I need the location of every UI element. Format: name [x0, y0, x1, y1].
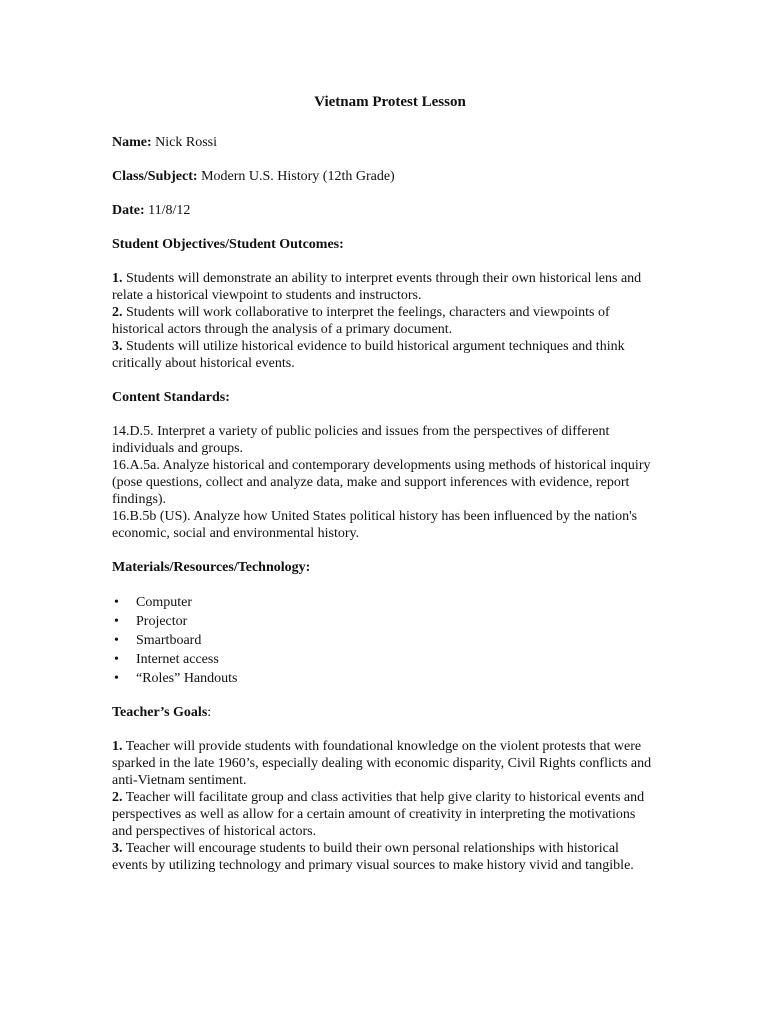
objective-item: [112, 338, 652, 372]
goals-list: [112, 738, 652, 874]
material-text: “Roles” Handouts: [136, 671, 238, 686]
list-item: [112, 650, 652, 669]
bullet-icon: •: [114, 595, 119, 610]
objective-text: Students will demonstrate an ability to interpret events through their own historical lens and relate a historical viewpoint to students and instructors.: [112, 271, 642, 303]
objectives-list: [112, 270, 652, 372]
date-field: [112, 202, 652, 219]
bullet-icon: •: [114, 671, 119, 686]
standard-item: 14.D.5. Interpret a variety of public policies and issues from the perspectives of different individuals and groups.: [112, 424, 610, 456]
standards-list: [112, 423, 652, 542]
bullet-icon: •: [114, 614, 119, 629]
date-value: 11/8/12: [148, 203, 191, 218]
standards-heading: Content Standards:: [112, 390, 230, 405]
goal-number: 1.: [112, 739, 123, 754]
material-text: Smartboard: [136, 633, 202, 648]
standard-item: 16.B.5b (US). Analyze how United States political history has been influenced by the nation's economic, social and environmental history.: [112, 509, 638, 541]
goals-heading-colon: :: [207, 705, 212, 720]
objective-text: Students will utilize historical evidence to build historical argument techniques and think critically about historical events.: [112, 339, 625, 371]
class-subject-label: Class/Subject:: [112, 169, 198, 184]
list-item: [112, 612, 652, 631]
goal-number: 2.: [112, 790, 123, 805]
lesson-plan: [112, 92, 652, 874]
name-value: Nick Rossi: [155, 135, 217, 150]
name-label: Name:: [112, 135, 152, 150]
material-text: Internet access: [136, 652, 219, 667]
goal-number: 3.: [112, 841, 123, 856]
page-title: Vietnam Protest Lesson: [314, 94, 466, 110]
goal-text: Teacher will facilitate group and class activities that help give clarity to historical events and perspectives as well as allow for a certain amount of creativity in interpreting the motivations and perspectives of historical actors.: [112, 790, 645, 839]
objective-item: [112, 304, 652, 338]
objective-item: [112, 270, 652, 304]
list-item: [112, 631, 652, 650]
goal-item: [112, 789, 652, 840]
bullet-icon: •: [114, 652, 119, 667]
list-item: [112, 669, 652, 688]
class-subject-value: Modern U.S. History (12th Grade): [201, 169, 395, 184]
objective-number: 3.: [112, 339, 123, 354]
material-text: Projector: [136, 614, 188, 629]
date-label: Date:: [112, 203, 145, 218]
name-field: [112, 134, 652, 151]
objective-number: 1.: [112, 271, 123, 286]
objectives-heading: Student Objectives/Student Outcomes:: [112, 237, 344, 252]
objective-number: 2.: [112, 305, 123, 320]
materials-list: [112, 593, 652, 688]
goals-heading: Teacher’s Goals: [112, 705, 208, 720]
bullet-icon: •: [114, 633, 119, 648]
material-text: Computer: [136, 595, 192, 610]
goal-text: Teacher will encourage students to build their own personal relationships with historical events by utilizing technology and primary visual sources to make history vivid and tangible.: [112, 841, 634, 873]
goals-heading-line: [112, 704, 652, 721]
goal-item: [112, 840, 652, 874]
standard-item: 16.A.5a. Analyze historical and contemporary developments using methods of historical inquiry (pose questions, collect and analyze data, make and support inferences with evidence, report findings).: [112, 458, 651, 507]
goal-item: [112, 738, 652, 789]
objective-text: Students will work collaborative to interpret the feelings, characters and viewpoints of historical actors through the analysis of a primary document.: [112, 305, 610, 337]
materials-heading: Materials/Resources/Technology:: [112, 560, 311, 575]
class-subject-field: [112, 168, 652, 185]
goal-text: Teacher will provide students with foundational knowledge on the violent protests that were sparked in the late 1960’s, especially dealing with economic disparity, Civil Rights conflicts and anti-Vietnam sentiment.: [112, 739, 652, 788]
list-item: [112, 593, 652, 612]
